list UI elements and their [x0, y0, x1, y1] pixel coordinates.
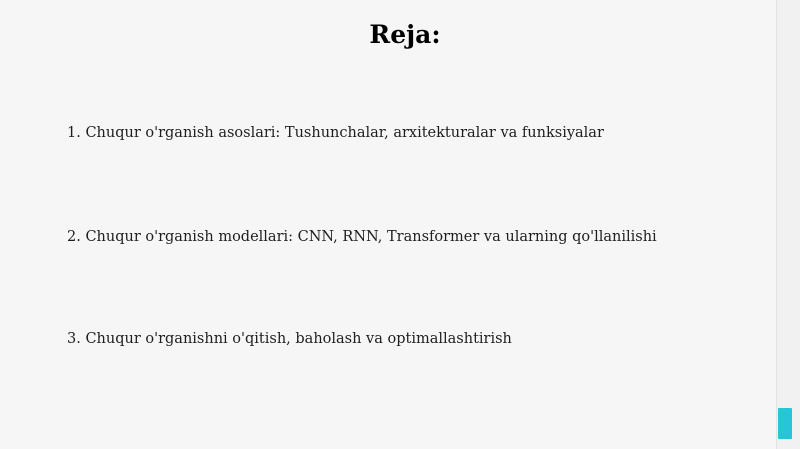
plan-item-3: 3. Chuqur o'rganishni o'qitish, baholash va optimallashtirish [67, 331, 512, 347]
plan-item-2: 2. Chuqur o'rganish modellari: CNN, RNN, Transformer va ularning qo'llanilishi [67, 229, 657, 245]
scrollbar-thumb[interactable] [778, 408, 792, 439]
plan-item-1: 1. Chuqur o'rganish asoslari: Tushunchalar, arxitekturalar va funksiyalar [67, 125, 604, 141]
scrollbar-track[interactable] [776, 0, 800, 449]
slide-title: Reja: [369, 20, 441, 49]
